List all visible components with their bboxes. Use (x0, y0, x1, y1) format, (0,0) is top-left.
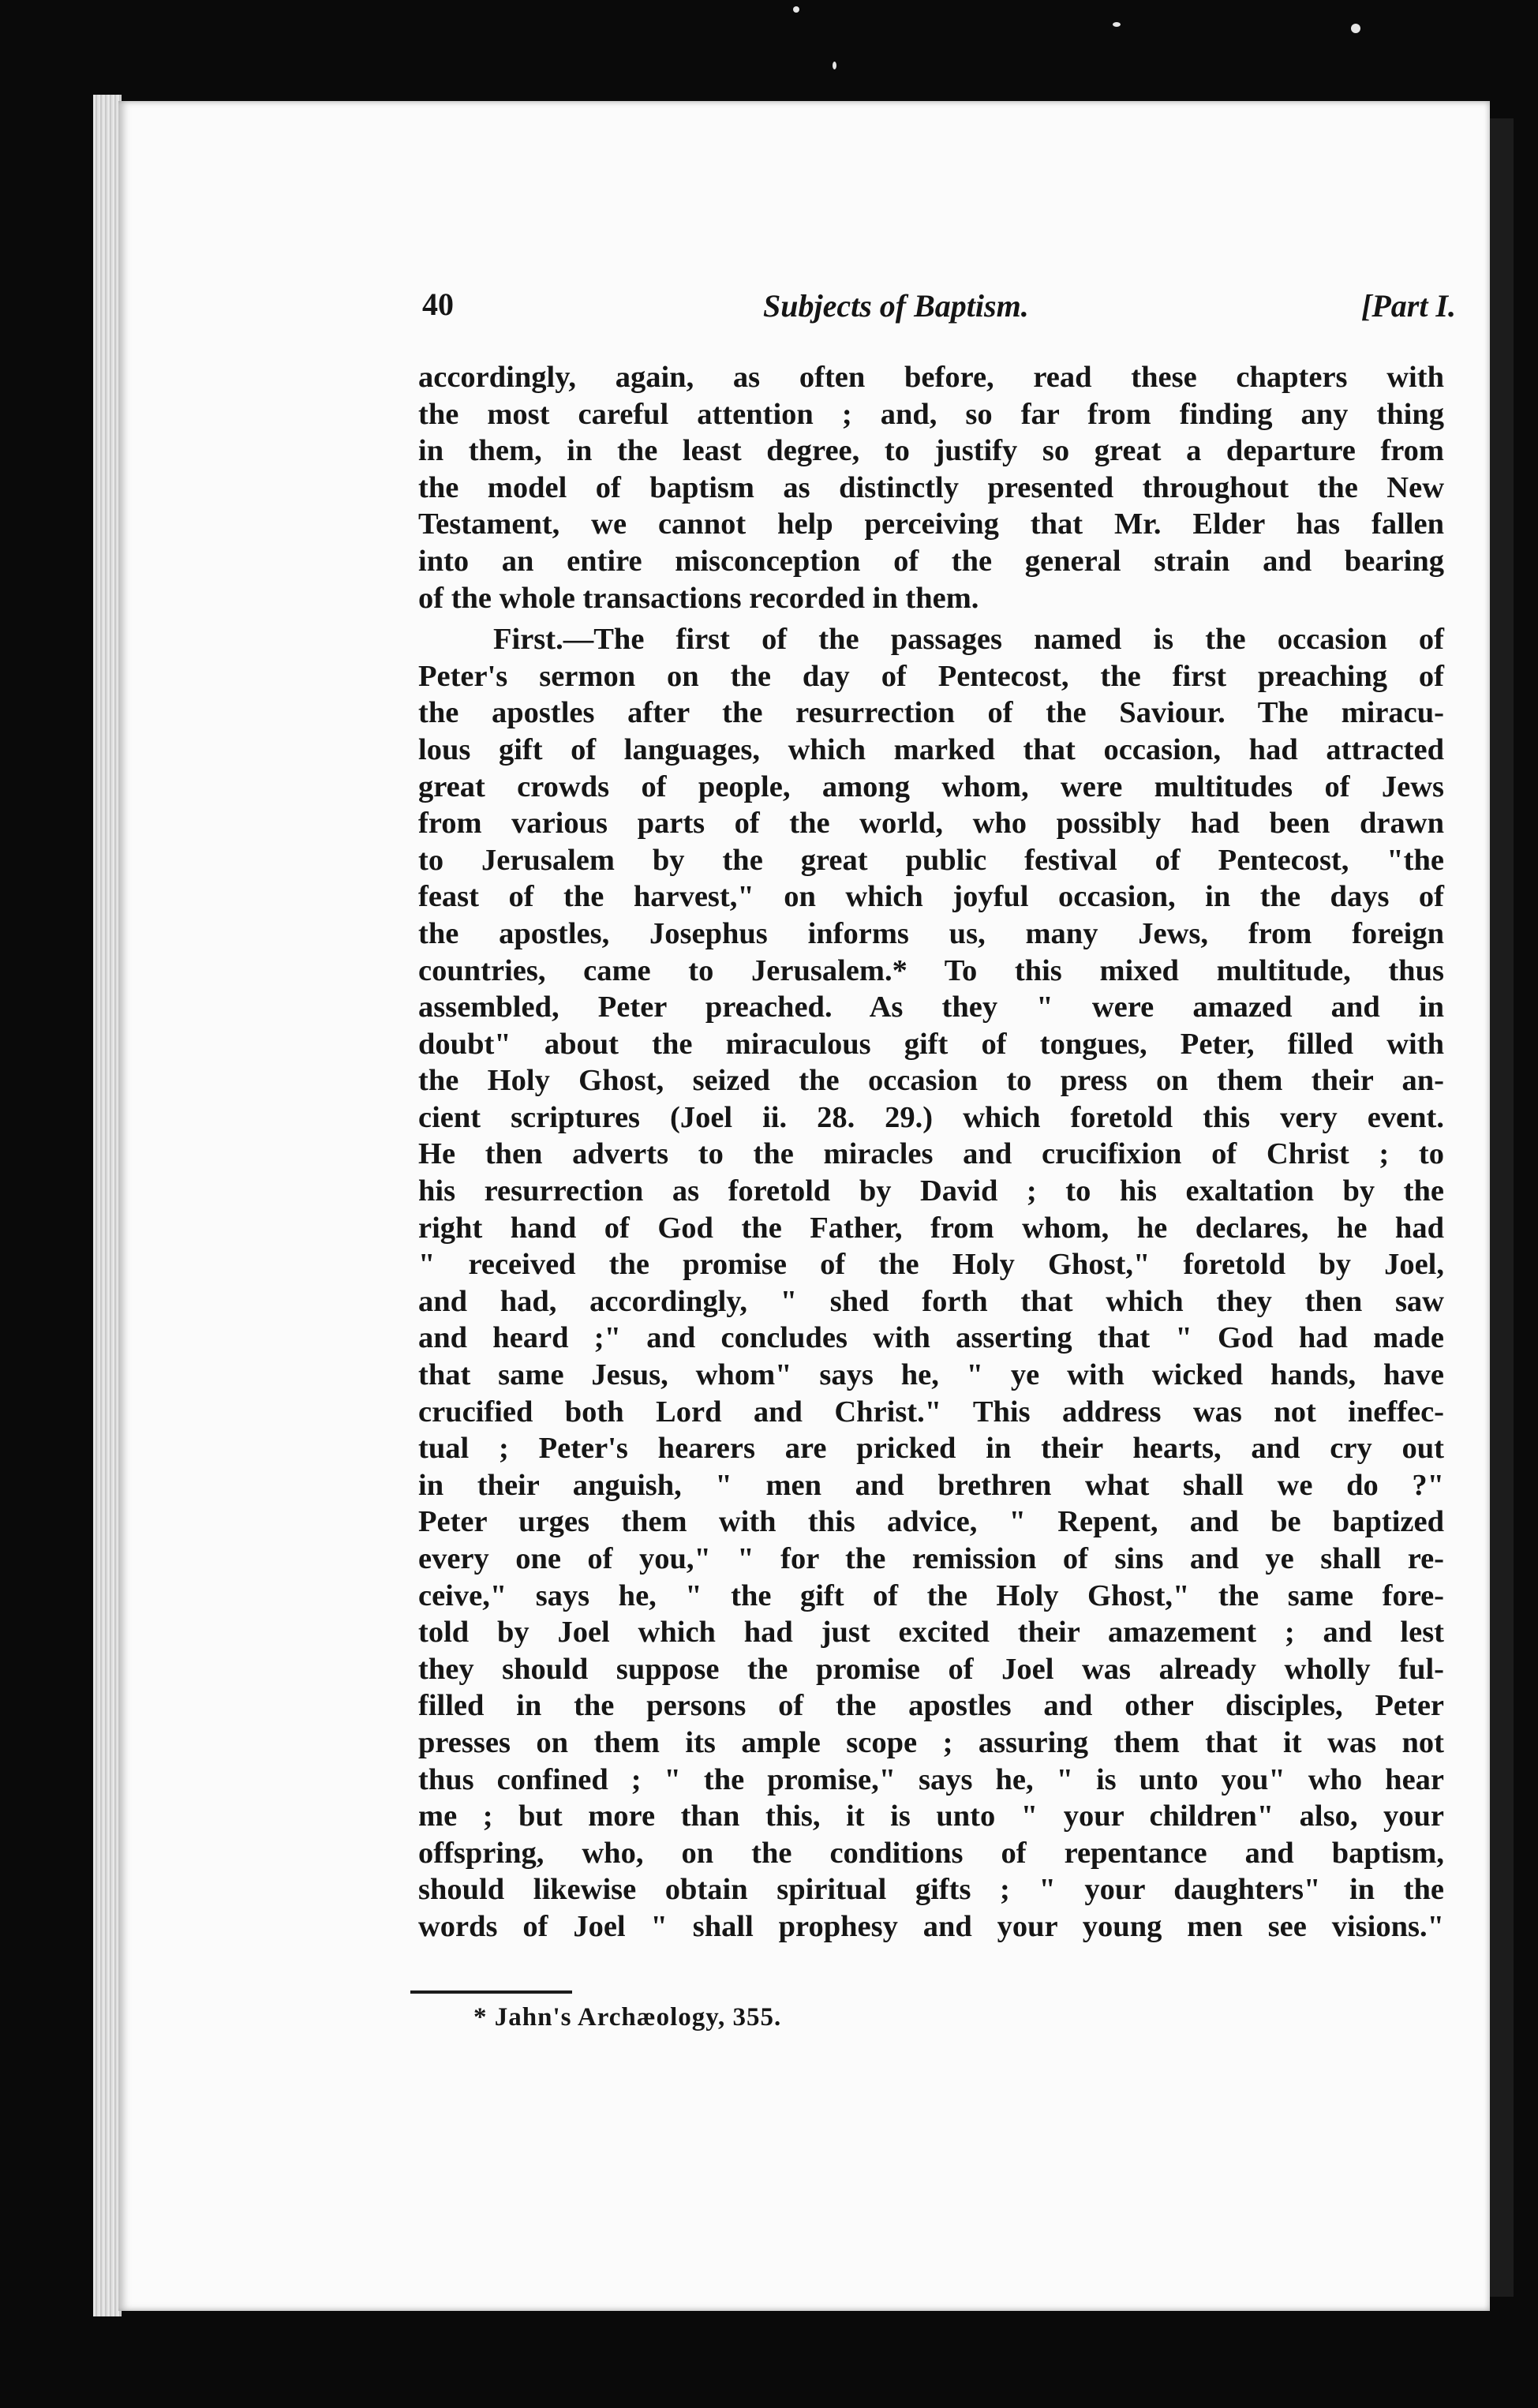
text-line: crucified both Lord and Christ." This address was not ineffec- (418, 1395, 1444, 1429)
text-line: of the whole transactions recorded in them. (418, 581, 979, 615)
page-shadow (1490, 118, 1514, 2297)
footnote: * Jahn's Archæology, 355. (473, 2003, 782, 2032)
text-line: Peter's sermon on the day of Pentecost, the first preaching of (418, 659, 1444, 693)
text-line: told by Joel which had just excited their amazement ; and lest (418, 1616, 1444, 1650)
text-line: the most careful attention ; and, so far from finding any thing (418, 397, 1444, 431)
running-header (422, 286, 1456, 333)
text-line: that same Jesus, whom" says he, " ye with wicked hands, have (418, 1358, 1444, 1392)
text-line: should likewise obtain spiritual gifts ; " your daughters" in the (418, 1873, 1444, 1907)
text-line: Peter urges them with this advice, " Repent, and be baptized (418, 1505, 1444, 1539)
text-line: into an entire misconception of the general strain and bearing (418, 544, 1444, 578)
text-line: assembled, Peter preached. As they " were amazed and in (418, 991, 1444, 1024)
text-line: great crowds of people, among whom, were multitudes of Jews (418, 770, 1444, 803)
page-edges (93, 95, 122, 2316)
text-line: the apostles after the resurrection of the Saviour. The miracu- (418, 696, 1444, 730)
dust-speck (1113, 22, 1121, 27)
text-line: every one of you," " for the remission of sins and ye shall re- (418, 1542, 1444, 1575)
text-line: and heard ;" and concludes with asserting that " God had made (418, 1321, 1444, 1355)
text-line: cient scriptures (Joel ii. 28. 29.) which foretold this very event. (418, 1100, 1444, 1134)
text-line: from various parts of the world, who possibly had been drawn (418, 807, 1444, 841)
text-line: they should suppose the promise of Joel was already wholly ful- (418, 1652, 1444, 1686)
text-line: right hand of God the Father, from whom, he declares, he had (418, 1211, 1444, 1245)
dust-speck (793, 6, 799, 13)
text-line: his resurrection as foretold by David ; to his exaltation by the (418, 1174, 1444, 1208)
text-line: presses on them its ample scope ; assuring them that it was not (418, 1725, 1444, 1759)
text-line: accordingly, again, as often before, read these chapters with (418, 361, 1444, 394)
part-label: [Part I. (1361, 288, 1456, 324)
page-number: 40 (422, 286, 454, 322)
text-line: lous gift of languages, which marked that occasion, had attracted (418, 732, 1444, 766)
text-line: doubt" about the miraculous gift of tongues, Peter, filled with (418, 1027, 1444, 1061)
text-line: First.—The first of the passages named is the occasion of (493, 623, 1444, 657)
text-line: filled in the persons of the apostles and other disciples, Peter (418, 1689, 1444, 1723)
text-line: " received the promise of the Holy Ghost," foretold by Joel, (418, 1248, 1444, 1282)
footnote-rule (410, 1990, 572, 1994)
dust-speck (1351, 24, 1360, 33)
text-line: thus confined ; " the promise," says he, " is unto you" who hear (418, 1762, 1444, 1796)
running-title: Subjects of Baptism. (763, 288, 1029, 324)
text-line: the apostles, Josephus informs us, many Jews, from foreign (418, 916, 1444, 950)
text-line: in their anguish, " men and brethren what shall we do ?" (418, 1468, 1444, 1502)
text-line: tual ; Peter's hearers are pricked in their hearts, and cry out (418, 1432, 1444, 1466)
text-line: He then adverts to the miracles and crucifixion of Christ ; to (418, 1137, 1444, 1171)
text-line: the Holy Ghost, seized the occasion to press on them their an- (418, 1064, 1444, 1098)
body-text (418, 359, 1444, 1945)
text-line: feast of the harvest," on which joyful occasion, in the days of (418, 880, 1444, 914)
text-line: Testament, we cannot help perceiving that Mr. Elder has fallen (418, 507, 1444, 541)
text-line: to Jerusalem by the great public festival of Pentecost, "the (418, 843, 1444, 877)
text-line: ceive," says he, " the gift of the Holy Ghost," the same fore- (418, 1578, 1444, 1612)
text-line: and had, accordingly, " shed forth that which they then saw (418, 1284, 1444, 1318)
text-line: me ; but more than this, it is unto " your children" also, your (418, 1799, 1444, 1833)
text-line: offspring, who, on the conditions of repentance and baptism, (418, 1836, 1444, 1870)
text-line: the model of baptism as distinctly presented throughout the New (418, 470, 1444, 504)
text-line: countries, came to Jerusalem.* To this mixed multitude, thus (418, 953, 1444, 987)
text-line: words of Joel " shall prophesy and your young men see visions." (418, 1909, 1444, 1943)
text-line: in them, in the least degree, to justify so great a departure from (418, 434, 1444, 468)
dust-speck (833, 62, 836, 69)
